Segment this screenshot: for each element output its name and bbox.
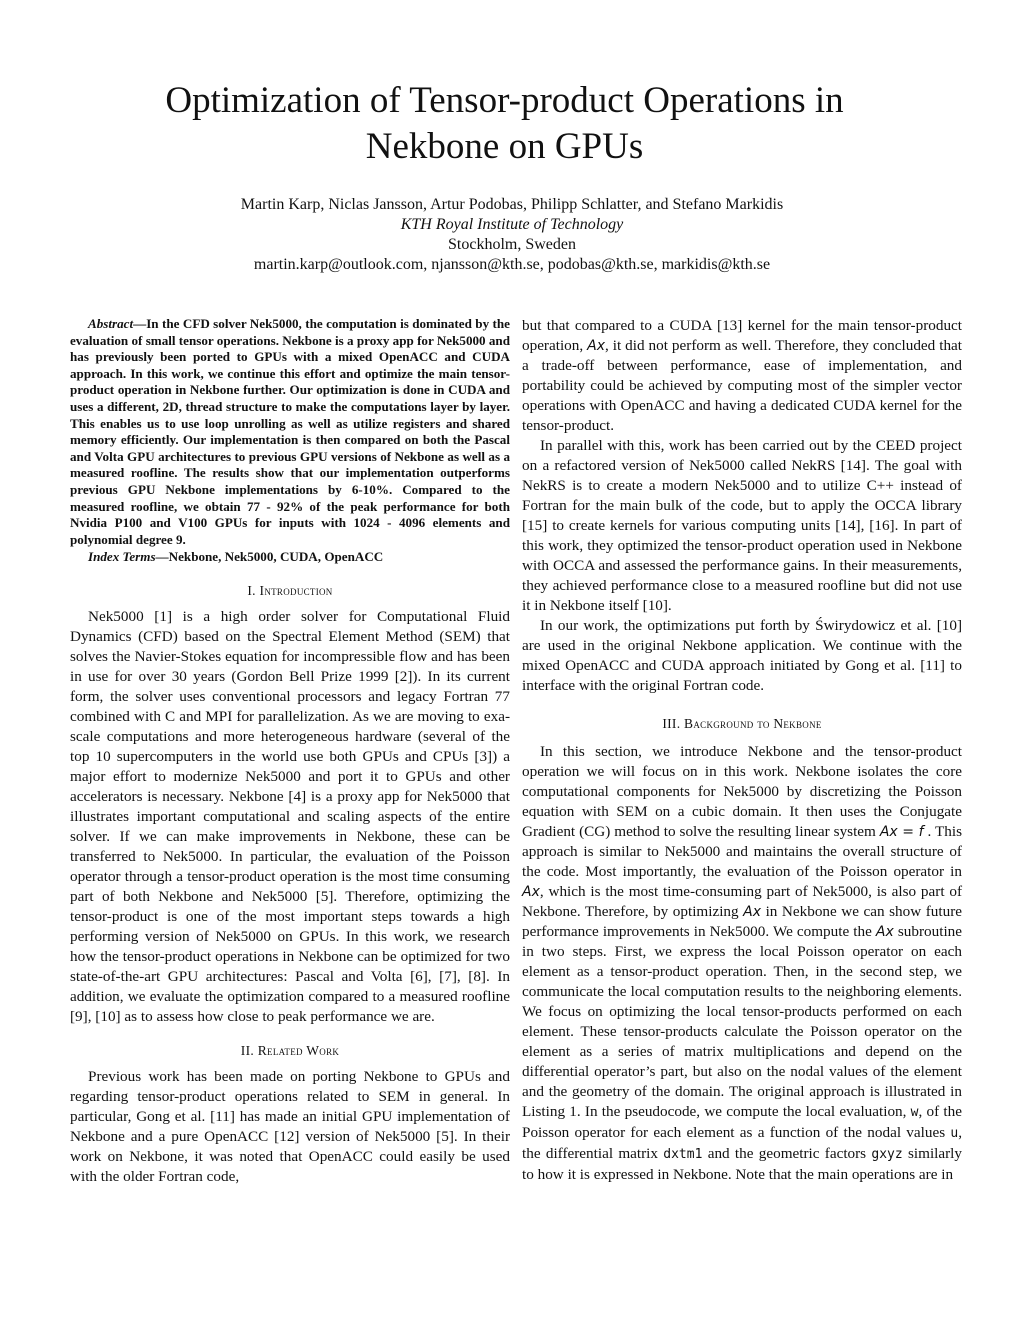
math-ax: Ax	[522, 884, 540, 900]
left-column	[70, 316, 510, 1187]
right-column	[522, 316, 962, 1185]
text-run: , the differential matrix	[522, 1124, 962, 1162]
author-block	[0, 195, 1024, 275]
text-run: In this section, we introduce Nekbone and the tensor-product operation we will focus on in this work. Nekbone isolates the core computational components for Nek5000 by discretizing the Poisson equation with SEM on a cubic domain. It then uses the Conjugate Gradient (CG) method to solve the resulting linear system	[522, 743, 962, 840]
math-ax: Ax	[587, 338, 605, 354]
author-emails: martin.karp@outlook.com, njansson@kth.se, podobas@kth.se, markidis@kth.se	[253, 256, 771, 273]
code-u: u	[950, 1126, 959, 1141]
related-work-continued	[522, 316, 962, 436]
title-line-2: Nekbone on GPUs	[365, 126, 644, 167]
text-run: , of the Poisson operator for each element as a function of the nodal values	[522, 1103, 962, 1141]
related-work-paragraph: Previous work has been made on porting Nekbone to GPUs and regarding tensor-product operations related to SEM in general. In particular, Gong et al. [11] has made an initial GPU implementation of Nekbone and a pure OpenACC [12] version of Nek5000 [5]. In their work on Nekbone, it was noted that OpenACC could easily be used with the older Fortran code,	[70, 1068, 510, 1186]
math-ax: Ax	[875, 924, 894, 940]
text-run: . This approach is similar to Nek5000 and maintains the overall structure of the code. Most importantly, the evaluation of the Poisson operator in	[522, 823, 962, 880]
abstract-label: Abstract	[88, 316, 134, 331]
background-paragraph	[522, 742, 962, 1185]
intro-paragraph: Nek5000 [1] is a high order solver for Computational Fluid Dynamics (CFD) based on the Spectral Element Method (SEM) that solves the Navier-Stokes equation for incompressible flow and has been in use for over 30 years (Gordon Bell Prize 1999 [2]). In its current form, the solver uses conventional processors and legacy Fortran 77 combined with C and MPI for parallelization. As we are moving to exa-scale computations and more heterogeneous hardware (several of the top 10 supercomputers in the world use both GPUs and CPUs [3]) a major effort to modernize Nek5000 and port it to GPUs and other accelerators is necessary. Nekbone [4] is a proxy app for Nek5000 that illustrates important computational and scaling aspects of the entire solver. If we can make improvements in Nekbone, these can be transferred to Nek5000. In particular, the evaluation of the Poisson operator through a tensor-product operation is the most time consuming part of both Nekbone and Nek5000 [5]. Therefore, optimizing the tensor-product is one of the most important steps towards a high performing version of Nek5000 on GPUs. In this work, we research how the tensor-product operations in Nekbone can be optimized for two state-of-the-art GPU architectures: Pascal and Volta [6], [7], [8]. In addition, we evaluate the optimization compared to a measured roofline [9], [10] as to assess how close to peak performance we are.	[70, 608, 510, 1026]
location: Stockholm, Sweden	[448, 236, 576, 253]
code-dxtm1: dxtm1	[663, 1147, 703, 1162]
code-w: w	[910, 1105, 919, 1120]
our-work-paragraph: In our work, the optimizations put forth by Świrydowicz et al. [10] are used in the original Nekbone application. We continue with the mixed OpenACC and CUDA approach initiated by Gong et al. [11] to interface with the original Fortran code.	[522, 617, 962, 694]
index-terms-label: Index Terms	[88, 549, 156, 565]
text-run: subroutine in two steps. First, we express the local Poisson operator on each element as a tensor-product operation. Then, in the second step, we communicate the local computation results to the neighboring elements. We focus on optimizing the local tensor-products performed on each element. These tensor-products calculate the Poisson operator on the element as a series of matrix multiplications and depend on the differential operator’s part, but also on the nodal values of the element and the geometry of the domain. The original approach is illustrated in Listing 1. In the pseudocode, we compute the local evaluation,	[522, 923, 962, 1120]
index-terms	[70, 548, 510, 565]
institution: KTH Royal Institute of Technology	[400, 216, 624, 233]
section-heading-related-work: II. Related Work	[240, 1043, 340, 1059]
abstract	[70, 316, 510, 548]
text-run: , it did not perform as well. Therefore, they concluded that a trade-off between performance, ease of implementation, and portability could be achieved by computing most of the simpler vector operations with OpenACC and having a dedicated CUDA kernel for the tensor-product.	[522, 337, 962, 434]
text-run: similarly to how it is expressed in Nekbone. Note that the main operations are in	[522, 1145, 962, 1183]
index-terms-text: —Nekbone, Nek5000, CUDA, OpenACC	[155, 549, 384, 565]
section-heading-background: III. Background to Nekbone	[662, 716, 822, 731]
abstract-text: —In the CFD solver Nek5000, the computation is dominated by the evaluation of small tensor operations. Nekbone is a proxy app for Nek5000 and has previously been ported to GPUs with a mixed OpenACC and CUDA approach. In this work, we continue this effort and optimize the main tensor-product operation in Nekbone further. Our optimization is done in CUDA and uses a different, 2D, thread structure to make the computations layer by layer. This enables us to use loop unrolling as well as utilize registers and shared memory efficiently. Our implementation is then compared on both the Pascal and Volta GPU architectures to previous GPU versions of Nekbone as well as a measured roofline. The results show that our implementation outperforms previous GPU Nekbone implementations by 6-10%. Compared to the measured roofline, we obtain 77 - 92% of the peak performance for both Nvidia P100 and V100 GPUs for inputs with 1024 - 4096 elements and polynomial degree 9.	[70, 316, 510, 547]
paper-title	[0, 78, 1009, 170]
text-run: , which is the most time-consuming part of Nek5000, is also part of Nekbone. Therefore, by optimizing	[522, 883, 962, 920]
title-line-1: Optimization of Tensor-product Operations in	[165, 80, 844, 121]
nekrs-paragraph: In parallel with this, work has been carried out by the CEED project on a refactored version of Nek5000 called NekRS [14]. The goal with NekRS is to create a modern Nek5000 and to utilize C++ instead of Fortran for the main bulk of the code, but to apply the OCCA library [15] to create kernels for various computing units [14], [16]. In part of this work, they optimized the tensor-product operation used in Nekbone with OCCA and assessed the performance gains. In their measurements, they achieved performance close to a measured roofline but did not use it in Nekbone itself [10].	[522, 437, 962, 614]
author-names: Martin Karp, Niclas Jansson, Artur Podobas, Philipp Schlatter, and Stefano Markidis	[240, 196, 784, 213]
text-run: in Nekbone we can show future performance improvements in Nek5000. We compute the	[522, 903, 962, 940]
section-heading-introduction: I. Introduction	[247, 583, 333, 599]
code-gxyz: gxyz	[871, 1147, 903, 1162]
math-ax: Ax	[743, 904, 762, 920]
math-ax-equals-f: Ax = f	[879, 824, 924, 840]
text-run: but that compared to a CUDA [13] kernel for the main tensor-product operation,	[522, 317, 962, 354]
text-run: and the geometric factors	[702, 1145, 872, 1162]
